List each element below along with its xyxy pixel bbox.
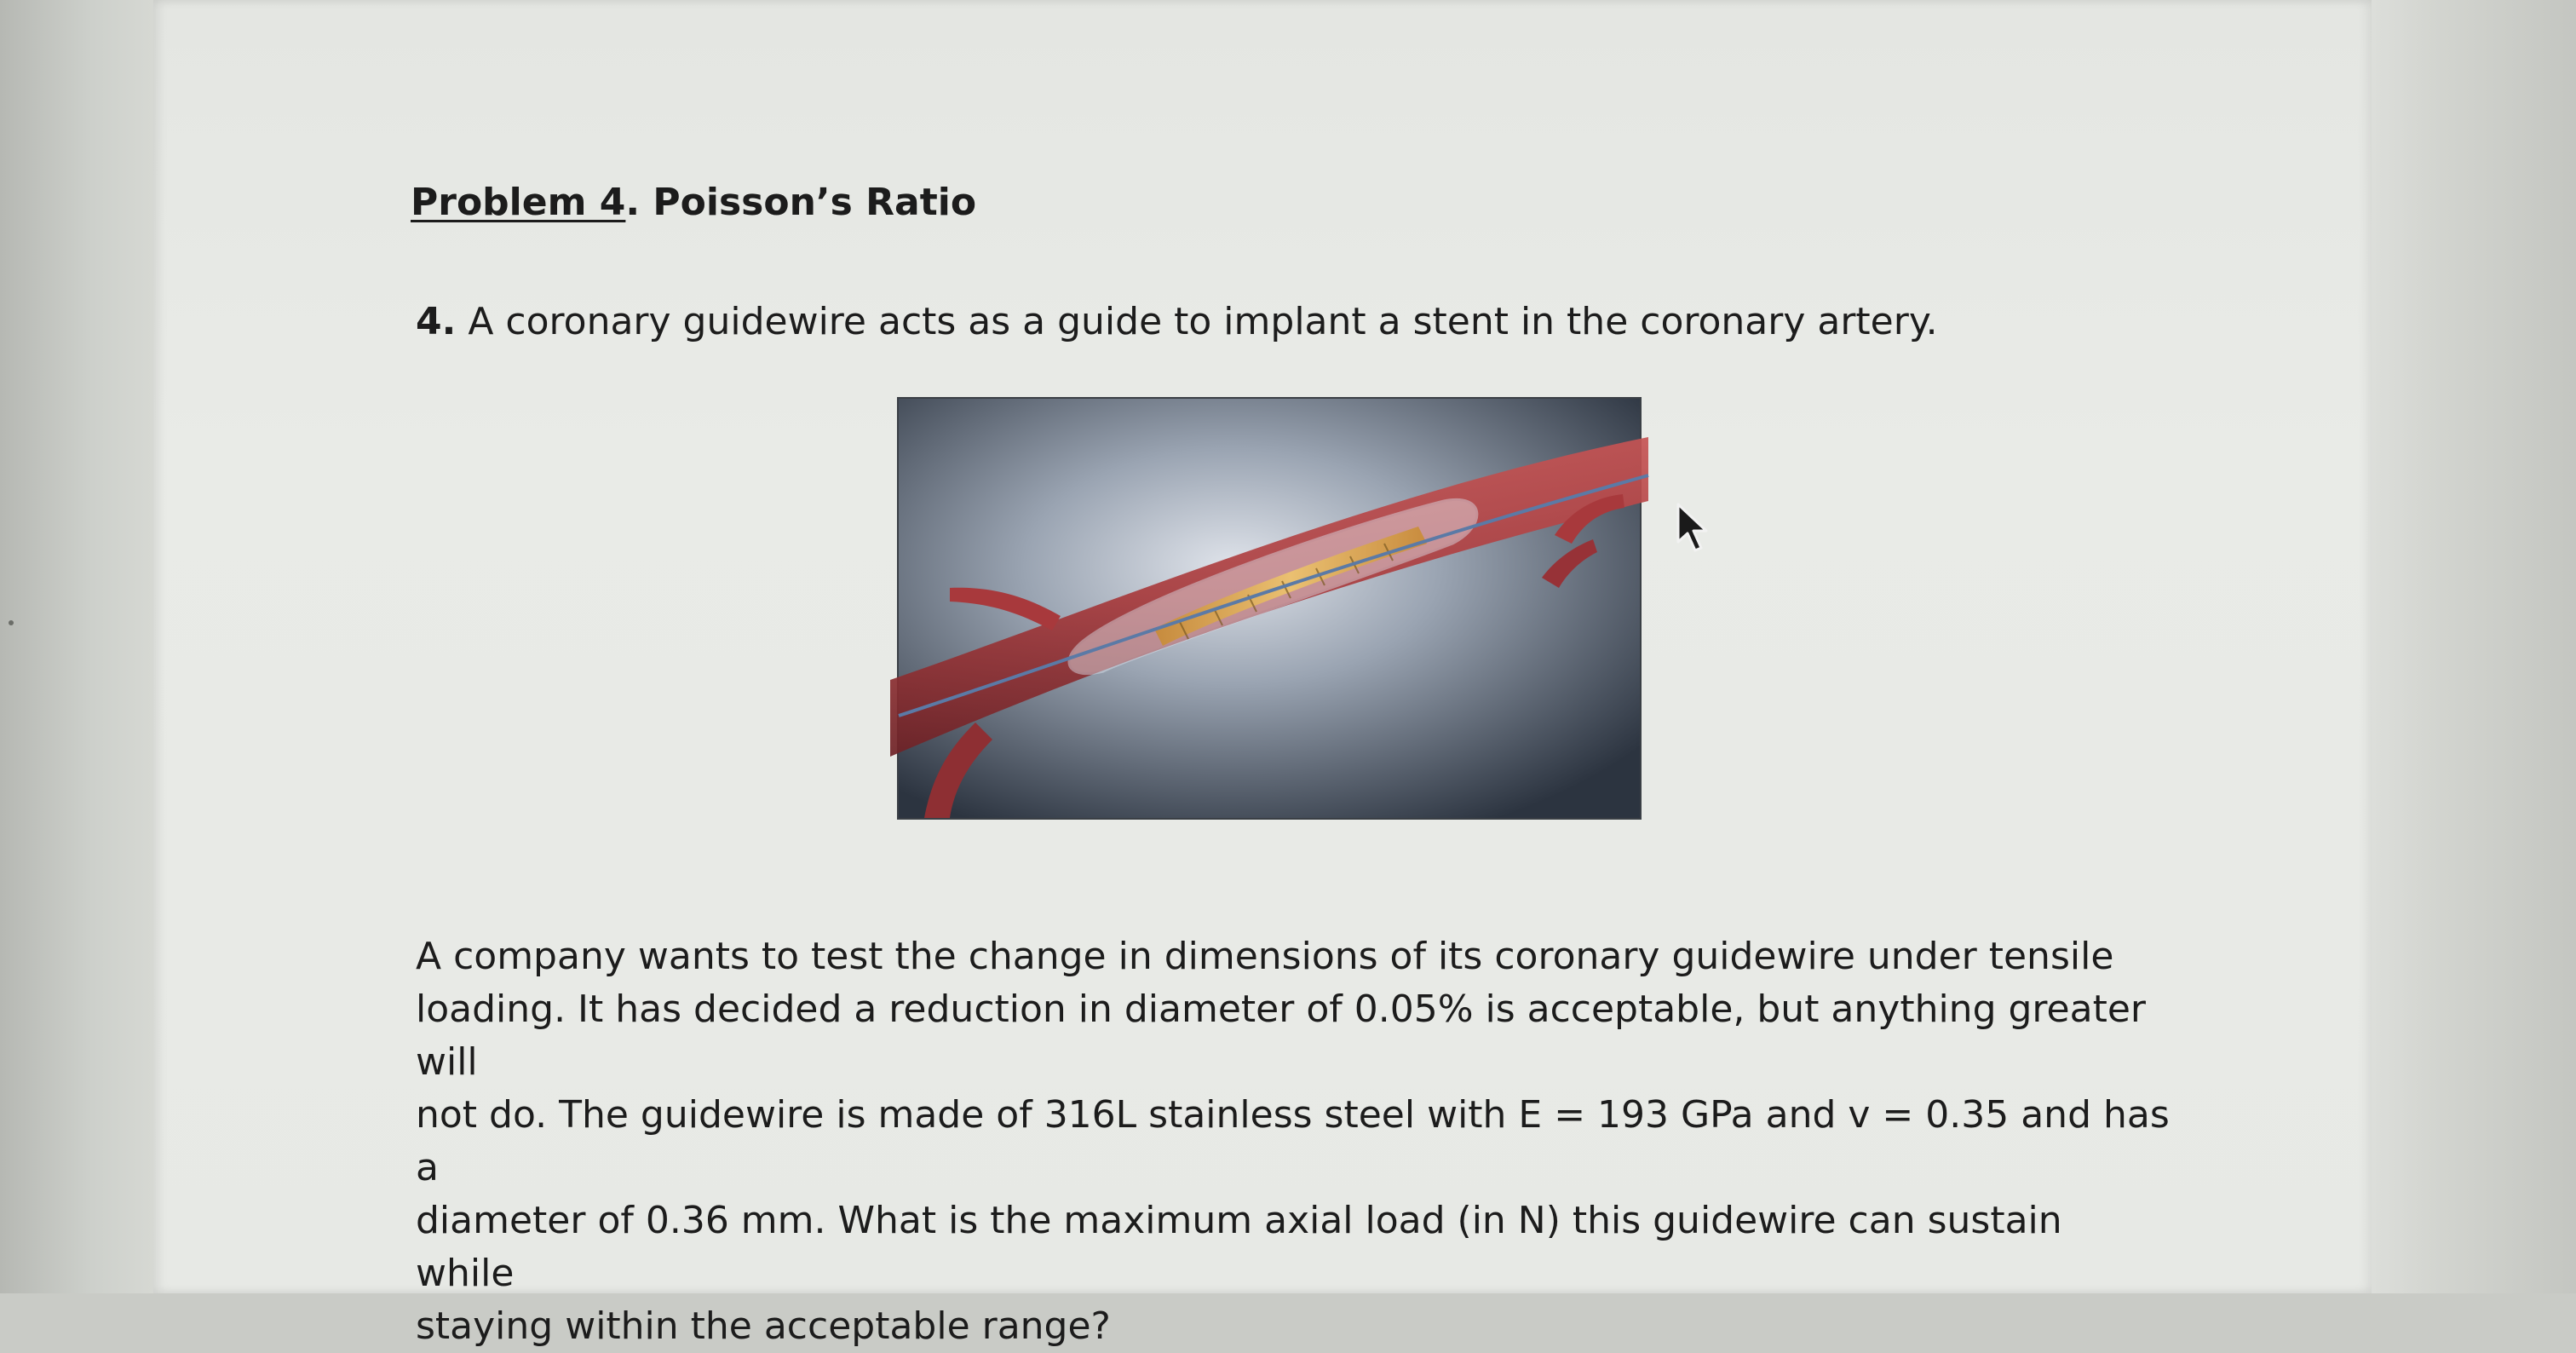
stent-illustration [899, 399, 1640, 818]
body-line: staying within the acceptable range? [416, 1304, 1111, 1348]
mouse-pointer-icon [1675, 501, 1711, 554]
question-text: A coronary guidewire acts as a guide to implant a stent in the coronary artery. [468, 300, 1938, 343]
problem-number-underlined: Problem 4 [411, 181, 626, 224]
stent-illustration-graphic [899, 399, 1640, 818]
body-line: loading. It has decided a reduction in diameter of 0.05% is acceptable, but anything greater will [416, 987, 2146, 1084]
monitor-bezel-left [0, 0, 153, 1293]
question-number: 4. [416, 300, 457, 343]
body-line: A company wants to test the change in dimensions of its coronary guidewire under tensile [416, 935, 2114, 978]
body-line: diameter of 0.36 mm. What is the maximum axial load (in N) this guidewire can sustain while [416, 1199, 2062, 1295]
problem-body [416, 930, 2171, 1353]
problem-heading [411, 181, 976, 224]
body-line: not do. The guidewire is made of 316L stainless steel with E = 193 GPa and v = 0.35 and has a [416, 1093, 2170, 1189]
monitor-bezel-right [2372, 0, 2576, 1293]
question-line [416, 300, 1938, 343]
screen-speck [9, 620, 14, 625]
problem-title: . Poisson’s Ratio [625, 181, 977, 224]
